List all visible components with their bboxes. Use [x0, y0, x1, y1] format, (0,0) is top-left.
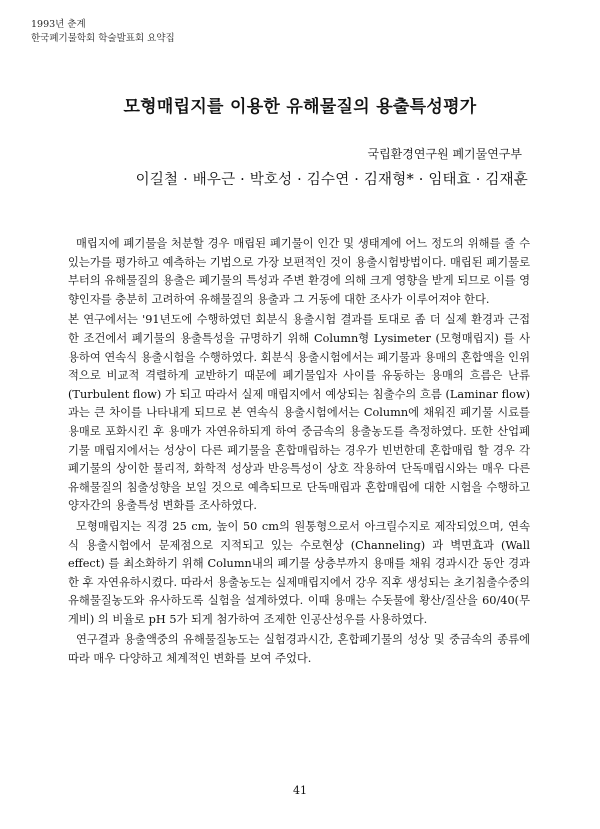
paper-title: 모형매립지를 이용한 유해물질의 용출특성평가	[123, 97, 477, 117]
abstract-body	[68, 235, 530, 671]
paragraph: 모형매립지는 직경 25 cm, 높이 50 cm의 원통형으로서 아크릴수지로 제작되었으며, 연속식 용출시험에서 문제점으로 지적되고 있는 수로현상 (Channeling) 과 벽면효과 (Wall effect) 를 최소화하기 위해 Column내의 폐기물 상층부까지 용매를 채워 경과시간 동안 경과한 후 자연유하시켰다. 따라서 용출농도는 실제매립지에서 강우 직후 생성되는 초기침출수중의 유해물질농도와 유사하도록 실험을 설계하였다. 이때 용매는 수돗물에 황산/질산을 60/40(무게비) 의 비율로 pH 5가 되게 첨가하여 조제한 인공산성우를 사용하였다.	[68, 519, 530, 626]
paragraph: 본 연구에서는 '91년도에 수행하였던 회분식 용출시험 결과를 토대로 좀 더 실제 환경과 근접한 조건에서 폐기물의 용출특성을 규명하기 위해 Column형 Lysimeter (모형매립지) 를 사용하여 연속식 용출시험을 수행하였다. 회분식 용출시험에서는 폐기물과 용매의 혼합액을 인위적으로 비교적 격렬하게 교반하기 때문에 폐기물입자 사이를 유동하는 용매의 흐름은 난류 (Turbulent flow) 가 되고 따라서 실제 매립지에서 예상되는 침출수의 흐름 (Laminar flow) 과는 큰 차이를 나타내게 되므로 본 연속식 용출시험에서는 Column에 채워진 폐기물 시료를 용매로 포화시킨 후 용매가 자연유하되게 하여 중금속의 용출농도를 측정하였다. 또한 산업폐기물 매립지에서는 성상이 다른 폐기물을 혼합매립하는 경우가 빈번한데 혼합매립 할 경우 각 폐기물의 상이한 물리적, 화학적 성상과 반응특성이 상호 작용하여 단독매립시와는 매우 다른 유해물질의 침출성향을 보일 것으로 예측되므로 단독매립과 혼합매립에 대한 시험을 수행하고 양자간의 용출특성 변화를 조사하였다.	[68, 313, 530, 513]
affiliation: 국립환경연구원 폐기물연구부	[367, 147, 522, 161]
proceedings-header	[31, 18, 175, 46]
header-season: 1993년 춘계	[31, 19, 86, 30]
author-list: 이길철 · 배우근 · 박호성 · 김수연 · 김재형* · 임태효 · 김재훈	[135, 172, 528, 188]
paragraph: 연구결과 용출액중의 유해물질농도는 실험경과시간, 혼합폐기물의 성상 및 중금속의 종류에 따라 매우 다양하고 체계적인 변화를 보여 주었다.	[68, 633, 530, 666]
page-number: 41	[293, 784, 307, 797]
paragraph: 매립지에 폐기물을 처분할 경우 매립된 폐기물이 인간 및 생태계에 어느 정도의 위해를 줄 수 있는가를 평가하고 예측하는 기법으로 가장 보편적인 것이 용출시험방법이다. 매립된 폐기물로 부터의 유해물질의 용출은 폐기물의 특성과 주변 환경에 의해 크게 영향을 받게 되므로 이를 영향인자를 충분히 고려하여 유해물질의 용출과 그 거동에 대한 조사가 이루어져야 한다.	[68, 237, 530, 306]
header-proceedings: 한국폐기물학회 학술발표회 요약집	[31, 33, 175, 44]
